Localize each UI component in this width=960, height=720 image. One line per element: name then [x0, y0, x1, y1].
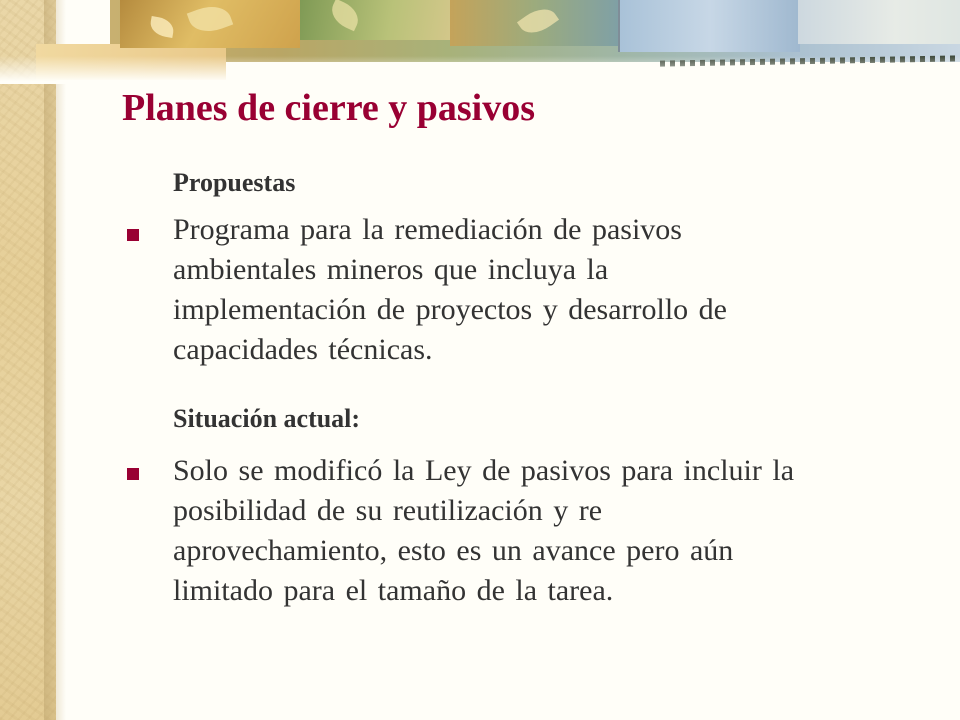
- bullet-text-line: implementación de proyectos y desarrollo de: [173, 293, 727, 326]
- bullet-text-propuestas: [173, 210, 933, 370]
- banner-tile: [798, 0, 960, 44]
- bullet-text-line: limitado para el tamaño de la tarea.: [173, 574, 614, 607]
- decorative-header-banner: [0, 0, 960, 84]
- section-label-propuestas: Propuestas: [173, 168, 296, 197]
- slide-title: Planes de cierre y pasivos: [122, 87, 536, 129]
- banner-tile: [300, 0, 450, 40]
- bullet-text-line: Programa para la remediación de pasivos: [173, 213, 682, 246]
- banner-fade: [0, 56, 960, 84]
- section-label-situacion-actual: Situación actual:: [173, 404, 361, 433]
- bullet-text-line: capacidades técnicas.: [173, 333, 433, 366]
- square-bullet-icon: [127, 229, 139, 241]
- square-bullet-icon: [127, 468, 139, 480]
- parchment-border-shadow: [44, 0, 66, 720]
- bullet-text-line: ambientales mineros que incluya la: [173, 253, 609, 286]
- bullet-text-line: posibilidad de su reutilización y re: [173, 494, 603, 527]
- bullet-text-line: aprovechamiento, esto es un avance pero aún: [173, 534, 734, 567]
- banner-tile: [618, 0, 800, 52]
- bullet-text-situacion-actual: [173, 451, 933, 611]
- bullet-text-line: Solo se modificó la Ley de pasivos para incluir la: [173, 454, 795, 487]
